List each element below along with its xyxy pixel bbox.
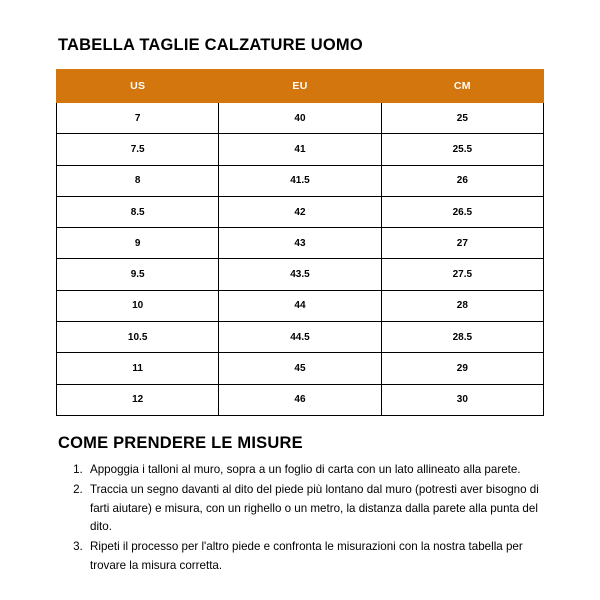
table-row <box>57 353 544 384</box>
cell-us: 9.5 <box>57 259 219 290</box>
cell-eu: 41 <box>219 134 381 165</box>
cell-cm: 29 <box>381 353 543 384</box>
cell-eu: 44.5 <box>219 322 381 353</box>
cell-us: 7.5 <box>57 134 219 165</box>
cell-cm: 25.5 <box>381 134 543 165</box>
cell-us: 9 <box>57 228 219 259</box>
cell-eu: 40 <box>219 103 381 134</box>
column-header-cm: CM <box>381 70 543 103</box>
cell-eu: 43 <box>219 228 381 259</box>
list-item: 2. Traccia un segno davanti al dito del piede più lontano dal muro (potresti aver bisogno di farti aiutare) e misura, con un righello o un metro, la distanza dalla parete alla punta del dito. <box>86 481 544 537</box>
cell-eu: 44 <box>219 290 381 321</box>
size-chart-table <box>56 69 544 416</box>
cell-us: 8 <box>57 165 219 196</box>
cell-us: 12 <box>57 384 219 415</box>
list-item: 1. Appoggia i talloni al muro, sopra a un foglio di carta con un lato allineato alla parete. <box>86 461 544 480</box>
cell-cm: 27.5 <box>381 259 543 290</box>
cell-eu: 46 <box>219 384 381 415</box>
cell-eu: 45 <box>219 353 381 384</box>
table-row <box>57 165 544 196</box>
cell-us: 10.5 <box>57 322 219 353</box>
cell-eu: 43.5 <box>219 259 381 290</box>
table-header-row <box>57 70 544 103</box>
table-row <box>57 322 544 353</box>
instructions-list <box>56 461 544 576</box>
table-row <box>57 103 544 134</box>
cell-us: 10 <box>57 290 219 321</box>
cell-cm: 28 <box>381 290 543 321</box>
table-row <box>57 290 544 321</box>
cell-us: 8.5 <box>57 196 219 227</box>
table-row <box>57 228 544 259</box>
cell-cm: 26 <box>381 165 543 196</box>
page-title: TABELLA TAGLIE CALZATURE UOMO <box>58 36 363 54</box>
cell-cm: 30 <box>381 384 543 415</box>
column-header-us: US <box>57 70 219 103</box>
cell-cm: 27 <box>381 228 543 259</box>
column-header-eu: EU <box>219 70 381 103</box>
cell-us: 7 <box>57 103 219 134</box>
cell-cm: 25 <box>381 103 543 134</box>
list-item: 3. Ripeti il processo per l'altro piede e confronta le misurazioni con la nostra tabella per trovare la misura corretta. <box>86 538 544 576</box>
cell-cm: 26.5 <box>381 196 543 227</box>
table-row <box>57 134 544 165</box>
cell-eu: 42 <box>219 196 381 227</box>
table-row <box>57 384 544 415</box>
cell-eu: 41.5 <box>219 165 381 196</box>
cell-cm: 28.5 <box>381 322 543 353</box>
table-row <box>57 196 544 227</box>
instructions-title: COME PRENDERE LE MISURE <box>58 433 303 452</box>
table-row <box>57 259 544 290</box>
cell-us: 11 <box>57 353 219 384</box>
